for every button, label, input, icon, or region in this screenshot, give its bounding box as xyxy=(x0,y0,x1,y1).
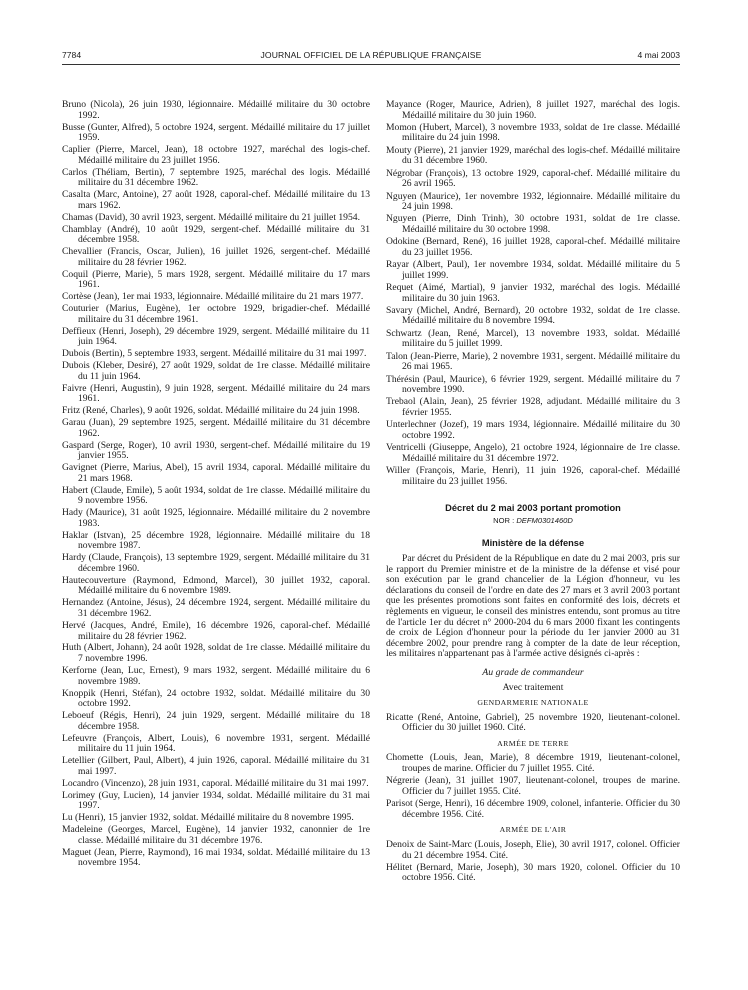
list-item: Madeleine (Georges, Marcel, Eugène), 14 janvier 1932, canonnier de 1re classe. Médaillé militaire du 31 décembre 1976. xyxy=(62,824,370,846)
list-item: Hernandez (Antoine, Jésus), 24 décembre 1924, sergent. Médaillé militaire du 31 décembre 1962. xyxy=(62,597,370,619)
list-item: Willer (François, Marie, Henri), 11 juin 1926, caporal-chef. Médaillé militaire du 23 juillet 1956. xyxy=(386,465,680,487)
list-item: Maguet (Jean, Pierre, Raymond), 16 mai 1934, soldat. Médaillé militaire du 13 novembre 1954. xyxy=(62,846,370,869)
list-item: Lorimey (Guy, Lucien), 14 janvier 1934, soldat. Médaillé militaire du 31 mai 1997. xyxy=(62,789,370,812)
journal-title: JOURNAL OFFICIEL DE LA RÉPUBLIQUE FRANÇAISE xyxy=(260,50,482,60)
list-item: Letellier (Gilbert, Paul, Albert), 4 juin 1926, caporal. Médaillé militaire du 31 mai 1997. xyxy=(62,755,370,777)
list-item: Gaspard (Serge, Roger), 10 avril 1930, sergent-chef. Médaillé militaire du 19 janvier 1955. xyxy=(62,439,370,462)
list-item: Bruno (Nicola), 26 juin 1930, légionnaire. Médaillé militaire du 30 octobre 1992. xyxy=(62,99,370,121)
list-item: Schwartz (Jean, René, Marcel), 13 novembre 1933, soldat. Médaillé militaire du 5 juillet 1999. xyxy=(386,327,680,350)
list-item: Casalta (Marc, Antoine), 27 août 1928, caporal-chef. Médaillé militaire du 13 mars 1962. xyxy=(62,189,370,211)
nor-code: DEFM0301460D xyxy=(516,515,573,525)
list-item: Hervé (Jacques, André, Emile), 16 décembre 1926, caporal-chef. Médaillé militaire du 28 février 1962. xyxy=(62,619,370,642)
ministry-heading: Ministère de la défense xyxy=(481,538,585,549)
list-item: Négrobar (François), 13 octobre 1929, caporal-chef. Médaillé militaire du 26 avril 1965. xyxy=(386,167,680,190)
list-item: Nguyen (Pierre, Dinh Trinh), 30 octobre 1931, soldat de 1re classe. Médaillé militaire du 30 octobre 1998. xyxy=(386,213,680,235)
list-item: Denoix de Saint-Marc (Louis, Joseph, Elie), 30 avril 1917, colonel. Officier du 21 décembre 1954. Cité. xyxy=(386,839,680,861)
decree-paragraph: Par décret du Président de la République en date du 2 mai 2003, pris sur le rapport du Premier ministre et de la ministre de la défense et visé pour son exécution par le grand chancelier de la Légion d'honneur, vu les déclarations du conseil de l'ordre en date des 27 mars et 3 avril 2003 portant que les présentes promotions sont faites en conformité des lois, décrets et règlements en vigueur, le conseil des ministres entendu, sont promus au titre de l'article 1er du décret n° 2000-204 du 6 mars 2000 fixant les contingents de croix de Légion d'honneur pour la période du 1er janvier 2000 au 31 décembre 2002, pour prendre rang à compter de la date de leur réception, les militaires n'appartenant pas à l'armée active désignés ci-après : xyxy=(386,552,680,660)
list-item: Chomette (Louis, Jean, Marie), 8 décembre 1919, lieutenant-colonel, troupes de marine. Officier du 7 juillet 1955. Cité. xyxy=(386,752,680,775)
left-column xyxy=(62,100,370,870)
section-heading-gendarmerie: GENDARMERIE NATIONALE xyxy=(477,698,589,708)
issue-date: 4 mai 2003 xyxy=(637,50,680,60)
list-item: Fritz (René, Charles), 9 août 1926, soldat. Médaillé militaire du 24 juin 1998. xyxy=(62,405,360,417)
list-item: Couturier (Marius, Eugène), 1er octobre 1929, brigadier-chef. Médaillé militaire du 31 décembre 1961. xyxy=(62,303,370,325)
list-item: Faivre (Henri, Augustin), 9 juin 1928, sergent. Médaillé militaire du 24 mars 1961. xyxy=(62,382,370,405)
list-item: Garau (Juan), 29 septembre 1925, sergent. Médaillé militaire du 31 décembre 1962. xyxy=(62,417,370,439)
section-heading-armee-de-terre: ARMÉE DE TERRE xyxy=(497,738,569,748)
list-item: Haklar (Istvan), 25 décembre 1928, légionnaire. Médaillé militaire du 18 novembre 1987. xyxy=(62,529,370,552)
list-item: Talon (Jean-Pierre, Marie), 2 novembre 1931, sergent. Médaillé militaire du 26 mai 1965. xyxy=(386,350,680,373)
list-item: Ricatte (René, Antoine, Gabriel), 25 novembre 1920, lieutenant-colonel. Officier du 30 juillet 1960. Cité. xyxy=(386,711,680,734)
list-item: Cortèse (Jean), 1er mai 1933, légionnaire. Médaillé militaire du 21 mars 1977. xyxy=(62,291,364,303)
list-item: Hardy (Claude, François), 13 septembre 1929, sergent. Médaillé militaire du 31 décembre 1960. xyxy=(62,552,370,574)
list-item: Gavignet (Pierre, Marius, Abel), 15 avril 1934, caporal. Médaillé militaire du 21 mars 1968. xyxy=(62,462,370,484)
list-item: Lefeuvre (François, Albert, Louis), 6 novembre 1931, sergent. Médaillé militaire du 11 juin 1964. xyxy=(62,732,370,755)
list-item: Thérésin (Paul, Maurice), 6 février 1929, sergent. Médaillé militaire du 7 novembre 1990. xyxy=(386,373,680,396)
list-item: Unterlechner (Jozef), 19 mars 1934, légionnaire. Médaillé militaire du 30 octobre 1992. xyxy=(386,419,680,441)
list-item: Dubois (Kleber, Desiré), 27 août 1929, soldat de 1re classe. Médaillé militaire du 11 juin 1964. xyxy=(62,360,370,382)
list-item: Chevallier (Francis, Oscar, Julien), 16 juillet 1926, sergent-chef. Médaillé militaire du 28 février 1962. xyxy=(62,246,370,268)
list-item: Mayance (Roger, Maurice, Adrien), 8 juillet 1927, maréchal des logis. Médaillé militaire du 30 juin 1960. xyxy=(386,99,680,121)
list-item: Deffieux (Henri, Joseph), 29 décembre 1929, sergent. Médaillé militaire du 11 juin 1964. xyxy=(62,325,370,348)
list-item: Trebaol (Alain, Jean), 25 février 1928, adjudant. Médaillé militaire du 3 février 1955. xyxy=(386,396,680,418)
decree-title: Décret du 2 mai 2003 portant promotion xyxy=(445,503,621,514)
section-heading-armee-de-l-air: ARMÉE DE L'AIR xyxy=(499,825,567,835)
list-item: Hady (Maurice), 31 août 1925, légionnaire. Médaillé militaire du 2 novembre 1983. xyxy=(62,507,370,529)
page-header xyxy=(62,50,680,64)
decree-nor xyxy=(386,516,680,527)
list-item: Chamblay (André), 10 août 1929, sergent-chef. Médaillé militaire du 31 décembre 1958. xyxy=(62,223,370,246)
list-item: Hélitet (Bernard, Marie, Joseph), 30 mars 1920, colonel. Officier du 10 octobre 1956. Cité. xyxy=(386,861,680,884)
list-item: Négrerie (Jean), 31 juillet 1907, lieutenant-colonel, troupes de marine. Officier du 7 juillet 1955. Cité. xyxy=(386,775,680,797)
list-item: Lu (Henri), 15 janvier 1932, soldat. Médaillé militaire du 8 novembre 1995. xyxy=(62,812,354,824)
list-item: Ventricelli (Giuseppe, Angelo), 21 octobre 1924, légionnaire de 1re classe. Médaillé militaire du 31 décembre 1972. xyxy=(386,442,680,464)
list-item: Huth (Albert, Johann), 24 août 1928, soldat de 1re classe. Médaillé militaire du 7 novembre 1996. xyxy=(62,642,370,665)
list-item: Busse (Gunter, Alfred), 5 octobre 1924, sergent. Médaillé militaire du 17 juillet 1959. xyxy=(62,121,370,144)
list-item: Carlos (Théliam, Bertin), 7 septembre 1925, maréchal des logis. Médaillé militaire du 31 décembre 1962. xyxy=(62,166,370,189)
grade-heading: Au grade de commandeur xyxy=(482,666,584,678)
list-item: Dubois (Bertin), 5 septembre 1933, sergent. Médaillé militaire du 31 mai 1997. xyxy=(62,348,367,360)
page-number: 7784 xyxy=(62,50,82,60)
list-item: Mouty (Pierre), 21 janvier 1929, maréchal des logis-chef. Médaillé militaire du 31 décembre 1960. xyxy=(386,144,680,167)
list-item: Parisot (Serge, Henri), 16 décembre 1909, colonel, infanterie. Officier du 30 décembre 1956. Cité. xyxy=(386,798,680,820)
list-item: Hautecouverture (Raymond, Edmond, Marcel), 30 juillet 1932, caporal. Médaillé militaire du 6 novembre 1989. xyxy=(62,574,370,597)
list-item: Coquil (Pierre, Marie), 5 mars 1928, sergent. Médaillé militaire du 17 mars 1961. xyxy=(62,268,370,291)
list-item: Nguyen (Maurice), 1er novembre 1932, légionnaire. Médaillé militaire du 24 juin 1998. xyxy=(386,190,680,213)
list-item: Savary (Michel, André, Bernard), 20 octobre 1932, soldat de 1re classe. Médaillé militaire du 8 novembre 1994. xyxy=(386,304,680,327)
header-rule xyxy=(62,64,680,65)
list-item: Chamas (David), 30 avril 1923, sergent. Médaillé militaire du 21 juillet 1954. xyxy=(62,211,360,223)
list-item: Leboeuf (Régis, Henri), 24 juin 1929, sergent. Médaillé militaire du 18 décembre 1958. xyxy=(62,710,370,732)
list-item: Locandro (Vincenzo), 28 juin 1931, caporal. Médaillé militaire du 31 mai 1997. xyxy=(62,777,369,789)
right-column xyxy=(386,100,680,886)
list-item: Odokine (Bernard, René), 16 juillet 1928, caporal-chef. Médaillé militaire du 23 juillet 1956. xyxy=(386,236,680,258)
list-item: Kerforne (Jean, Luc, Ernest), 9 mars 1932, sergent. Médaillé militaire du 6 novembre 1989. xyxy=(62,664,370,687)
list-item: Rayar (Albert, Paul), 1er novembre 1934, soldat. Médaillé militaire du 5 juillet 1999. xyxy=(386,259,680,281)
nor-label: NOR : xyxy=(493,515,515,525)
list-item: Habert (Claude, Emile), 5 août 1934, soldat de 1re classe. Médaillé militaire du 9 novembre 1956. xyxy=(62,484,370,507)
list-item: Momon (Hubert, Marcel), 3 novembre 1933, soldat de 1re classe. Médaillé militaire du 24 juin 1998. xyxy=(386,121,680,144)
list-item: Caplier (Pierre, Marcel, Jean), 18 octobre 1927, maréchal des logis-chef. Médaillé militaire du 23 juillet 1956. xyxy=(62,144,370,166)
list-item: Requet (Aimé, Martial), 9 janvier 1932, maréchal des logis. Médaillé militaire du 30 juin 1963. xyxy=(386,282,680,304)
treatment-subheading: Avec traitement xyxy=(502,681,564,693)
list-item: Knoppik (Henri, Stéfan), 24 octobre 1932, soldat. Médaillé militaire du 30 octobre 1992. xyxy=(62,687,370,710)
